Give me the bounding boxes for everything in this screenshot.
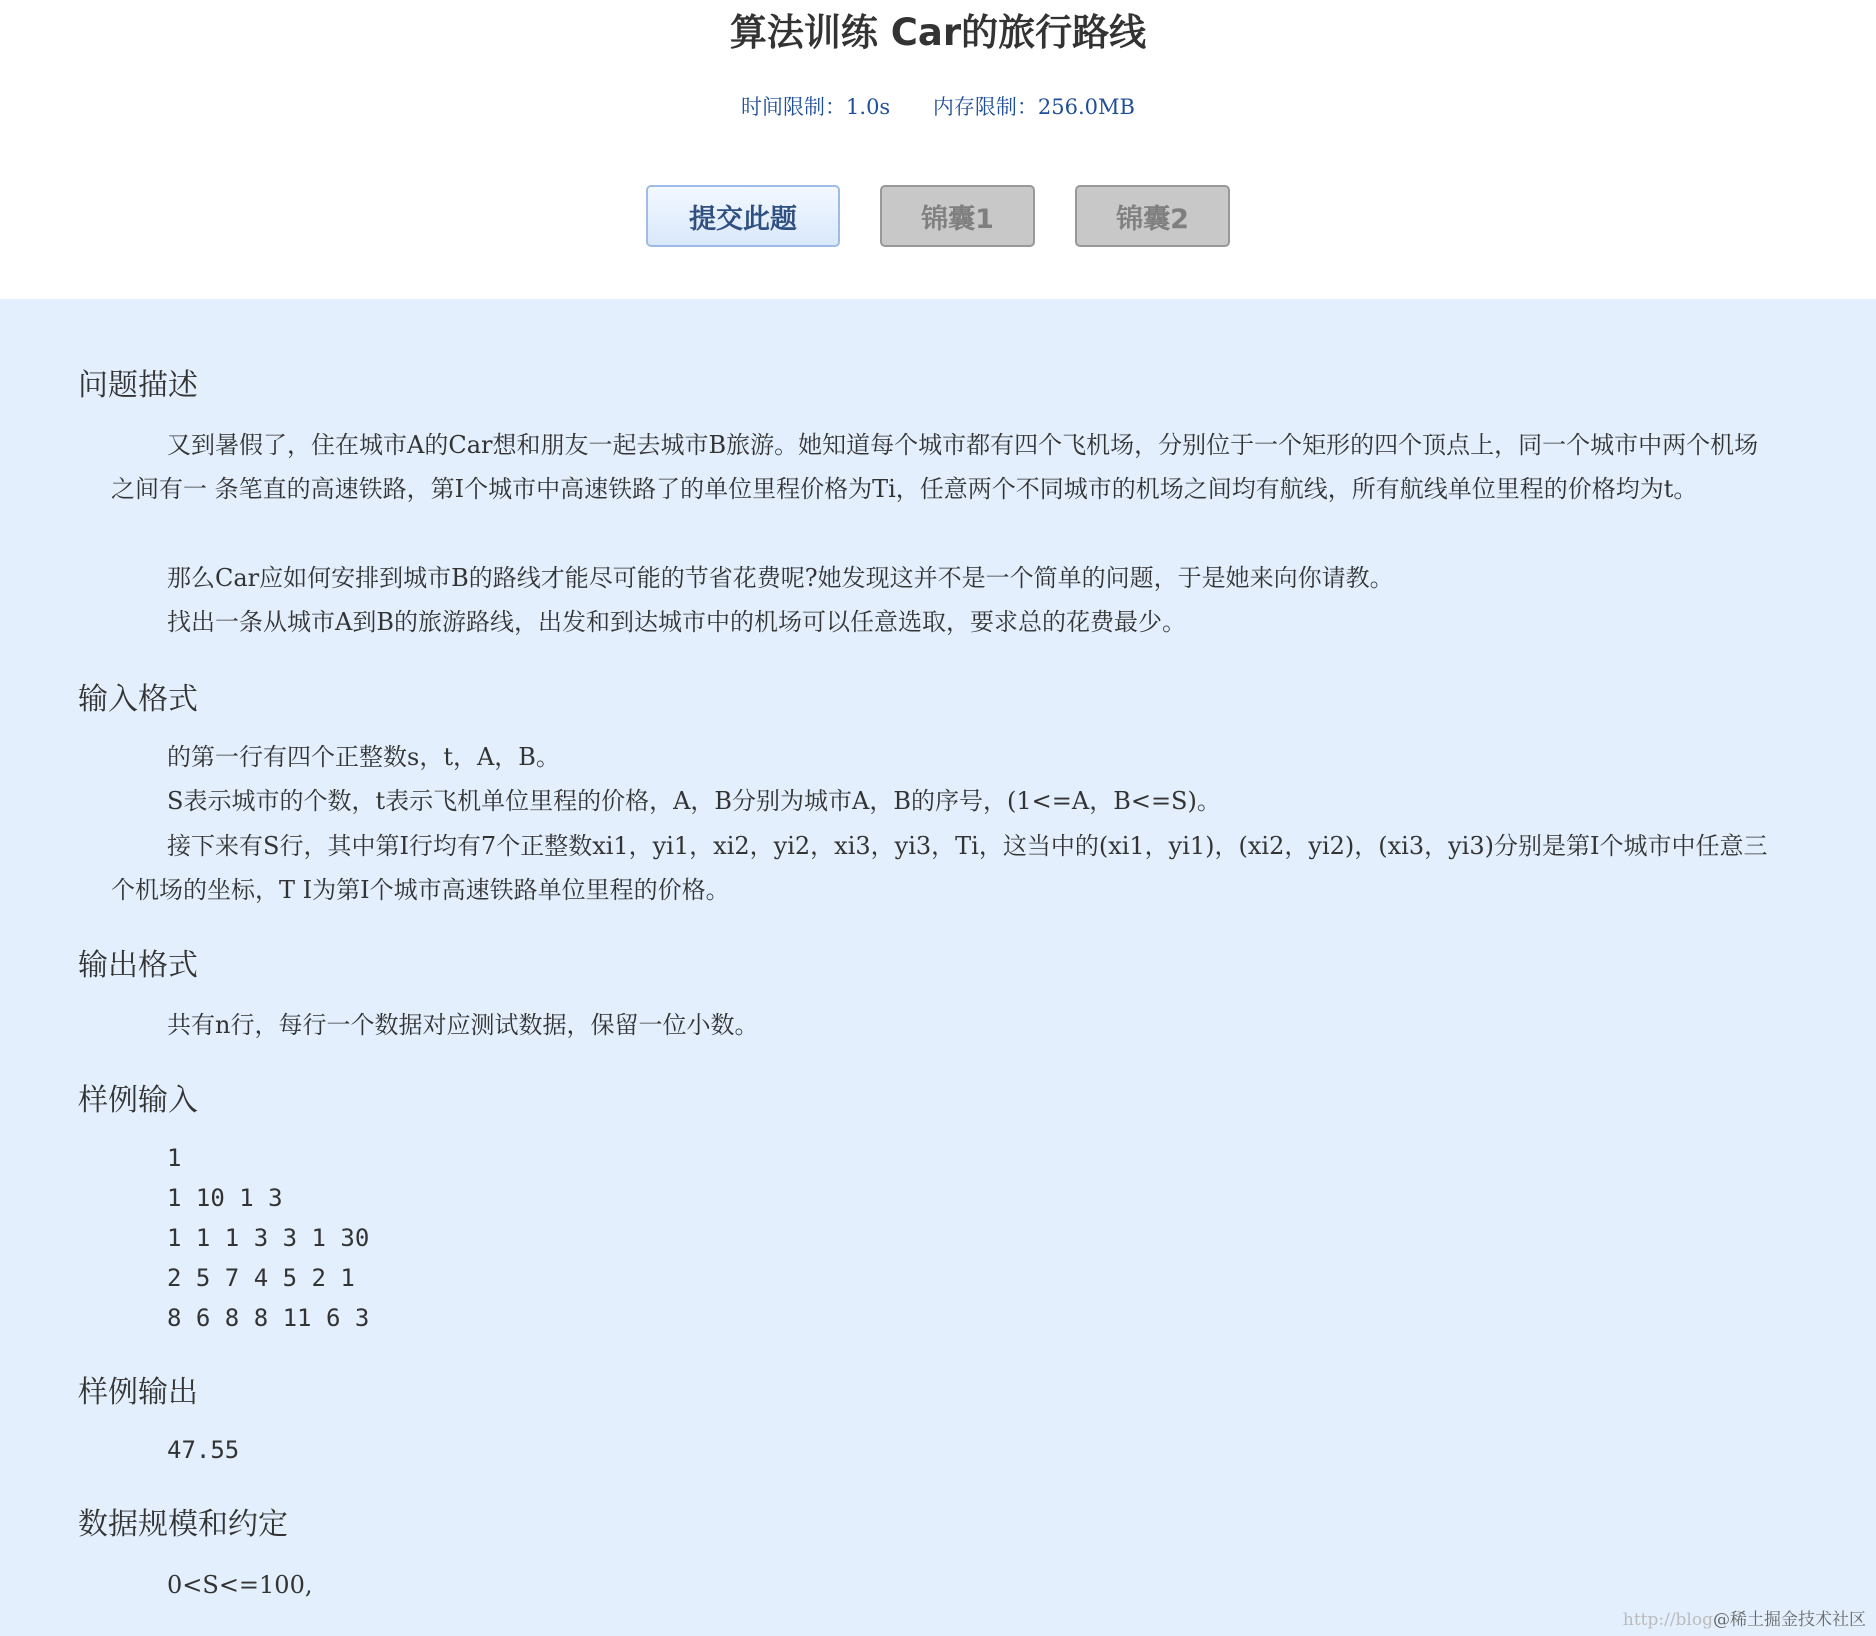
limits (0, 91, 1876, 121)
submit-button[interactable]: 提交此题 (646, 185, 840, 247)
sample-output-heading: 样例输出 (78, 1375, 198, 1410)
input-paragraph: 的第一行有四个正整数s，t，A，B。 (167, 743, 560, 771)
hint2-button[interactable]: 锦囊2 (1075, 185, 1230, 247)
sample-input-line: 1 1 1 3 3 1 30 (167, 1224, 370, 1252)
description-paragraph: 找出一条从城市A到B的旅游路线，出发和到达城市中的机场可以任意选取，要求总的花费最少。 (167, 608, 1186, 636)
sample-input-line: 8 6 8 8 11 6 3 (167, 1304, 370, 1332)
sample-input-line: 1 10 1 3 (167, 1184, 283, 1212)
input-paragraph: 接下来有S行，其中第I行均有7个正整数xi1，yi1，xi2，yi2，xi3，yi3，Ti，这当中的(xi1，yi1)，(xi2，yi2)，(xi3，yi3)分别是第I个城市中任意三个机场的坐标，T I为第I个城市高速铁路单位里程的价格。 (111, 832, 1768, 904)
description-paragraph: 又到暑假了，住在城市A的Car想和朋友一起去城市B旅游。她知道每个城市都有四个飞机场，分别位于一个矩形的四个顶点上，同一个城市中两个机场之间有一 条笔直的高速铁路，第I个城市中高速铁路了的单位里程价格为Ti，任意两个不同城市的机场之间均有航线，所有航线单位里程的价格均为t。 (111, 431, 1759, 503)
page-title: 算法训练 Car的旅行路线 (729, 11, 1147, 54)
description-paragraph: 那么Car应如何安排到城市B的路线才能尽可能的节省花费呢?她发现这并不是一个简单的问题，于是她来向你请教。 (167, 564, 1394, 592)
sample-input-line: 1 (167, 1144, 182, 1172)
sample-input-line: 2 5 7 4 5 2 1 (167, 1264, 355, 1292)
description-heading: 问题描述 (78, 368, 198, 403)
problem-header (0, 0, 1876, 299)
time-limit: 时间限制：1.0s (741, 95, 891, 119)
hint1-button[interactable]: 锦囊1 (880, 185, 1035, 247)
output-paragraph: 共有n行，每行一个数据对应测试数据，保留一位小数。 (167, 1011, 759, 1039)
watermark-url: http://blog (1622, 1610, 1713, 1630)
watermark (1623, 1605, 1866, 1630)
sample-output-line: 47.55 (167, 1436, 240, 1464)
output-heading: 输出格式 (78, 948, 198, 983)
sample-input-heading: 样例输入 (78, 1083, 198, 1118)
input-paragraph: S表示城市的个数，t表示飞机单位里程的价格，A，B分别为城市A，B的序号，(1<=A，B<=S)。 (167, 787, 1221, 815)
constraints-heading: 数据规模和约定 (78, 1507, 288, 1542)
watermark-text: @稀土掘金技术社区 (1713, 1610, 1866, 1630)
memory-limit: 内存限制：256.0MB (932, 95, 1135, 119)
constraints-paragraph: 0<S<=100, (167, 1571, 313, 1599)
input-heading: 输入格式 (78, 682, 198, 717)
